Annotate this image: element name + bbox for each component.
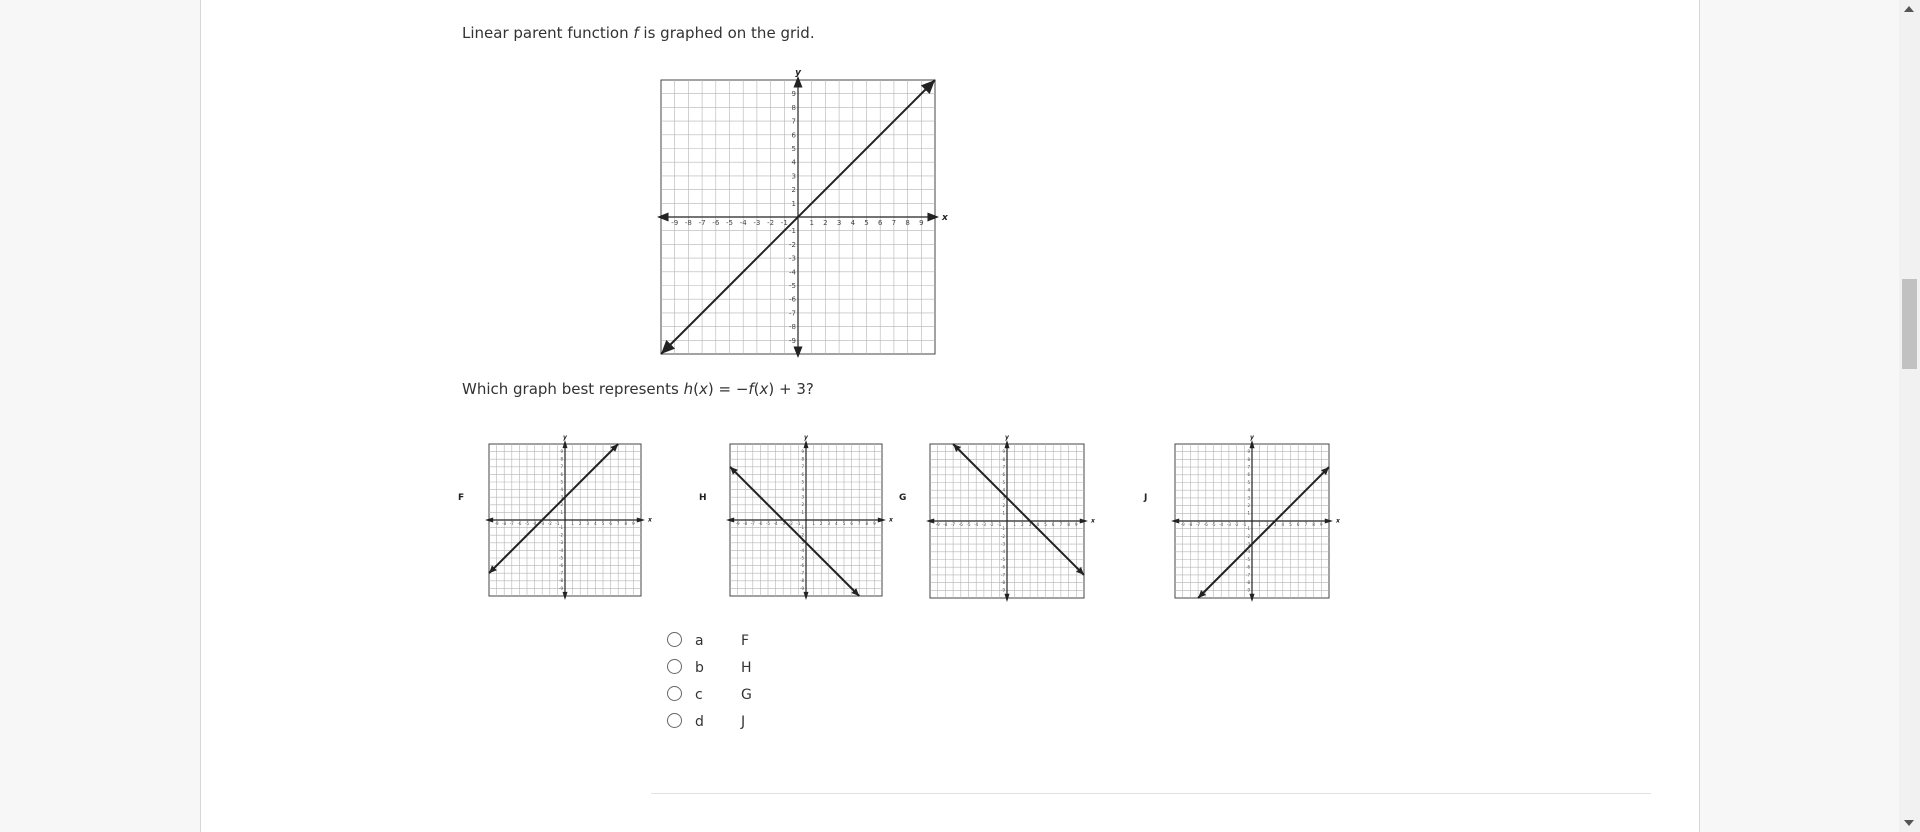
answer-options [667,630,807,738]
y-tick-label: -7 [1001,572,1005,578]
coordinate-grid [716,430,896,610]
x-tick-label: 3 [827,521,831,526]
x-tick-label: -2 [788,521,793,526]
x-tick-label: -7 [509,521,514,526]
y-tick-label: -6 [559,563,563,568]
y-tick-label: -2 [1246,533,1250,539]
y-tick-label: -6 [789,295,796,304]
y-tick-label: -2 [789,240,796,249]
x-axis-label: x [889,516,893,524]
x-tick-label: -9 [735,521,740,526]
y-tick-label: 4 [791,158,796,167]
x-tick-label: -7 [1196,522,1201,527]
coordinate-grid [475,430,655,610]
x-tick-label: 6 [877,219,883,227]
answer-graph-h [716,430,896,610]
prompt-text: ) + 3? [768,380,814,398]
x-tick-label: 3 [1273,522,1277,527]
y-tick-label: -7 [800,570,804,576]
x-tick-label: 8 [624,521,628,526]
x-tick-label: -5 [766,521,770,526]
prompt-text: Which graph best represents [462,380,684,398]
x-tick-label: -6 [958,522,963,527]
x-tick-label: -9 [671,219,679,227]
x-tick-label: -3 [540,521,545,526]
x-tick-label: -6 [712,219,720,227]
y-tick-label: -5 [559,555,563,561]
y-tick-label: -7 [559,570,563,576]
y-tick-label: -9 [789,336,796,345]
stem-text: is graphed on the grid. [638,24,815,42]
y-tick-label: 6 [801,471,804,477]
x-axis-label: x [648,516,652,524]
y-tick-label: -9 [1001,587,1005,593]
y-tick-label: -4 [559,547,563,553]
y-tick-label: 6 [560,471,563,477]
x-tick-label: 9 [632,521,635,526]
y-tick-label: 6 [1002,472,1005,478]
y-axis-label: y [804,434,808,441]
option-text: G [741,687,752,703]
x-tick-label: 9 [1075,522,1078,527]
x-tick-label: -3 [753,219,761,227]
x-axis-label: x [1091,517,1095,525]
x-tick-label: 1 [1258,522,1261,527]
y-tick-label: -4 [800,547,804,553]
y-tick-label: 5 [791,144,796,153]
option-letter: d [695,714,704,730]
choice-letter-h: H [699,493,707,503]
answer-graph-j [1161,430,1343,612]
x-tick-label: 3 [1028,522,1032,527]
y-tick-label: 2 [1247,503,1250,508]
radio-button[interactable] [667,659,682,674]
x-tick-label: -8 [1188,522,1193,527]
y-tick-label: -3 [1001,541,1005,547]
x-tick-label: -3 [981,522,986,527]
y-tick-label: -4 [1246,549,1250,555]
y-tick-label: -8 [1001,580,1005,585]
x-tick-label: 8 [1067,522,1070,527]
y-tick-label: -6 [800,563,804,568]
y-tick-label: 6 [791,131,796,140]
choice-letter-g: G [899,493,907,503]
x-tick-label: -4 [974,522,979,527]
y-tick-label: 5 [560,479,563,485]
y-tick-label: -8 [789,323,796,332]
option-b[interactable] [667,657,807,684]
y-tick-label: -6 [1001,564,1005,570]
y-tick-label: 3 [1002,495,1005,501]
y-tick-label: -8 [559,578,563,584]
x-tick-label: -7 [698,219,706,227]
x-tick-label: 6 [850,521,853,526]
y-tick-label: 4 [1002,487,1005,493]
x-tick-label: -8 [684,219,692,227]
question-prompt [462,380,814,398]
y-tick-label: 3 [1247,495,1250,501]
y-tick-label: -9 [800,585,804,591]
x-axis-label: x [1336,517,1340,525]
x-tick-label: 5 [1044,522,1047,527]
x-tick-label: 5 [1289,522,1292,527]
y-tick-label: 7 [801,464,804,470]
y-tick-label: -5 [1246,556,1250,562]
option-d[interactable] [667,711,807,738]
y-tick-label: -3 [559,540,563,546]
x-tick-label: 6 [609,521,612,526]
option-a[interactable] [667,630,807,657]
prompt-text: ) = − [707,380,749,398]
y-tick-label: -7 [789,309,796,318]
y-tick-label: -3 [789,254,796,263]
x-tick-label: 2 [578,521,582,526]
y-tick-label: 4 [1247,487,1250,493]
y-tick-label: 1 [560,509,563,515]
x-tick-label: 9 [873,521,876,526]
x-tick-label: -3 [1226,522,1231,527]
x-tick-label: 4 [1036,522,1040,527]
x-tick-label: -5 [966,522,971,527]
x-tick-label: 1 [571,521,574,526]
y-tick-label: 4 [801,487,804,492]
x-tick-label: -9 [494,521,499,526]
x-tick-label: 7 [1304,522,1308,527]
x-tick-label: 8 [905,219,910,227]
y-tick-label: 9 [1002,449,1005,455]
answer-graph-g [916,430,1098,612]
x-tick-label: -6 [1203,522,1208,527]
scroll-thumb[interactable] [1902,279,1917,369]
x-tick-label: -8 [943,522,948,527]
question-page [200,0,1700,832]
coordinate-grid [916,430,1098,612]
prompt-variable-x: x [759,380,769,398]
y-tick-label: 9 [791,90,796,99]
x-tick-label: -1 [780,219,788,227]
x-tick-label: -7 [750,521,755,526]
y-tick-label: 1 [1002,510,1005,516]
option-text: F [741,633,750,649]
x-tick-label: -4 [1219,522,1224,527]
y-tick-label: 1 [801,509,804,515]
x-tick-label: 4 [850,219,856,227]
y-tick-label: 3 [801,494,804,500]
y-axis-label: y [1250,434,1254,441]
y-axis-label: y [795,68,801,78]
y-tick-label: -1 [789,227,796,236]
x-axis-label: x [942,212,948,223]
y-tick-label: 9 [1247,449,1250,455]
x-tick-label: 7 [616,521,620,526]
y-tick-label: 8 [801,456,804,462]
x-tick-label: 7 [891,219,897,227]
y-tick-label: -1 [1246,526,1250,532]
vertical-scrollbar[interactable] [1899,0,1920,832]
prompt-text: ( [693,380,699,398]
parent-function-graph [647,66,949,368]
y-tick-label: 6 [1247,472,1250,478]
y-tick-label: 2 [560,502,563,508]
x-tick-label: 5 [842,521,846,526]
y-tick-label: 2 [791,186,796,195]
y-tick-label: -8 [800,578,804,584]
x-tick-label: -5 [1211,522,1216,527]
x-tick-label: -5 [525,521,529,526]
y-tick-label: 1 [791,199,796,208]
x-tick-label: -1 [1242,522,1247,527]
y-tick-label: 1 [1247,510,1250,516]
y-tick-label: 2 [801,502,804,508]
scroll-up-icon[interactable] [1904,6,1914,12]
y-tick-label: 7 [791,117,796,126]
y-tick-label: -7 [1246,572,1250,578]
y-tick-label: 8 [1002,456,1005,462]
stem-text: Linear parent function [462,24,634,42]
y-tick-label: -4 [789,268,796,277]
x-tick-label: 1 [809,219,814,227]
x-tick-label: -9 [935,522,940,527]
x-tick-label: 3 [836,219,842,227]
x-tick-label: 5 [601,521,605,526]
x-tick-label: 9 [919,219,924,227]
x-tick-label: -6 [758,521,763,526]
x-tick-label: 4 [1281,522,1285,527]
option-text: H [741,660,752,676]
x-tick-label: -1 [997,522,1002,527]
y-tick-label: 5 [1247,479,1250,485]
x-tick-label: -4 [739,219,747,227]
y-tick-label: 7 [560,464,563,470]
y-tick-label: -3 [800,540,804,546]
y-tick-label: -9 [559,585,563,591]
y-tick-label: -1 [1001,526,1005,532]
x-tick-label: -8 [743,521,748,526]
y-axis-label: y [563,434,567,441]
x-tick-label: -2 [1234,522,1239,527]
y-tick-label: 3 [791,172,796,181]
section-divider [651,793,1651,794]
y-tick-label: 8 [1247,456,1250,462]
x-tick-label: 9 [1320,522,1323,527]
option-letter: a [695,633,704,649]
x-tick-label: -3 [781,521,786,526]
radio-button[interactable] [667,713,682,728]
y-tick-label: 7 [1002,464,1005,470]
x-tick-label: -9 [1180,522,1185,527]
option-text: J [741,714,746,730]
y-tick-label: -5 [789,281,796,290]
option-letter: b [695,660,704,676]
y-tick-label: 8 [791,103,796,112]
y-tick-label: -2 [1001,533,1005,539]
x-tick-label: -8 [502,521,507,526]
x-tick-label: -2 [547,521,552,526]
x-tick-label: -6 [517,521,522,526]
x-tick-label: 2 [819,521,823,526]
option-letter: c [695,687,703,703]
x-tick-label: 3 [586,521,590,526]
x-tick-label: 2 [823,219,828,227]
x-tick-label: 1 [812,521,815,526]
y-tick-label: 9 [801,449,804,454]
y-tick-label: -5 [800,555,804,561]
x-tick-label: -2 [989,522,994,527]
y-tick-label: 2 [1002,503,1005,508]
x-tick-label: 8 [1312,522,1315,527]
x-tick-label: -2 [767,219,775,227]
y-tick-label: 7 [1247,464,1250,470]
prompt-function-h: h [683,380,694,398]
y-tick-label: 5 [801,479,804,485]
y-tick-label: 4 [560,487,563,492]
x-tick-label: 6 [1051,522,1055,527]
prompt-text: ( [753,380,760,398]
x-tick-label: 4 [594,521,597,526]
y-tick-label: -9 [1246,587,1250,593]
answer-graph-f [475,430,655,610]
x-tick-label: 8 [865,521,869,526]
x-tick-label: 4 [835,521,838,526]
coordinate-grid [647,66,949,368]
y-axis-label: y [1005,434,1009,441]
prompt-function-f: f [748,380,754,398]
stem-function-name: f [633,24,639,42]
choice-letter-j: J [1144,493,1148,503]
y-tick-label: -8 [1246,580,1250,585]
x-tick-label: 2 [1266,522,1269,527]
y-tick-label: -1 [559,525,563,530]
y-tick-label: -2 [800,532,804,538]
coordinate-grid [1161,430,1343,612]
radio-button[interactable] [667,632,682,647]
y-tick-label: -4 [1001,549,1005,555]
x-tick-label: 5 [864,219,869,227]
x-tick-label: -1 [796,521,801,526]
y-tick-label: -3 [1246,541,1250,547]
y-tick-label: -1 [800,525,804,530]
radio-button[interactable] [667,686,682,701]
x-tick-label: -5 [726,219,733,227]
y-tick-label: 3 [560,494,563,500]
x-tick-label: -4 [532,521,537,526]
y-tick-label: 8 [560,456,563,462]
x-tick-label: 2 [1021,522,1024,527]
x-tick-label: -1 [555,521,560,526]
choice-letter-f: F [458,493,465,503]
prompt-variable-x: x [698,380,708,398]
x-tick-label: 6 [1296,522,1300,527]
y-tick-label: 5 [1002,479,1005,485]
x-tick-label: 7 [1059,522,1063,527]
x-tick-label: -4 [773,521,778,526]
y-tick-label: -5 [1001,556,1005,562]
scroll-down-icon[interactable] [1904,820,1914,826]
x-tick-label: 1 [1013,522,1016,527]
question-stem [462,24,815,42]
x-tick-label: 7 [857,521,861,526]
y-tick-label: -2 [559,532,563,538]
x-tick-label: -7 [951,522,956,527]
y-tick-label: 9 [560,449,563,454]
option-c[interactable] [667,684,807,711]
y-tick-label: -6 [1246,564,1250,570]
